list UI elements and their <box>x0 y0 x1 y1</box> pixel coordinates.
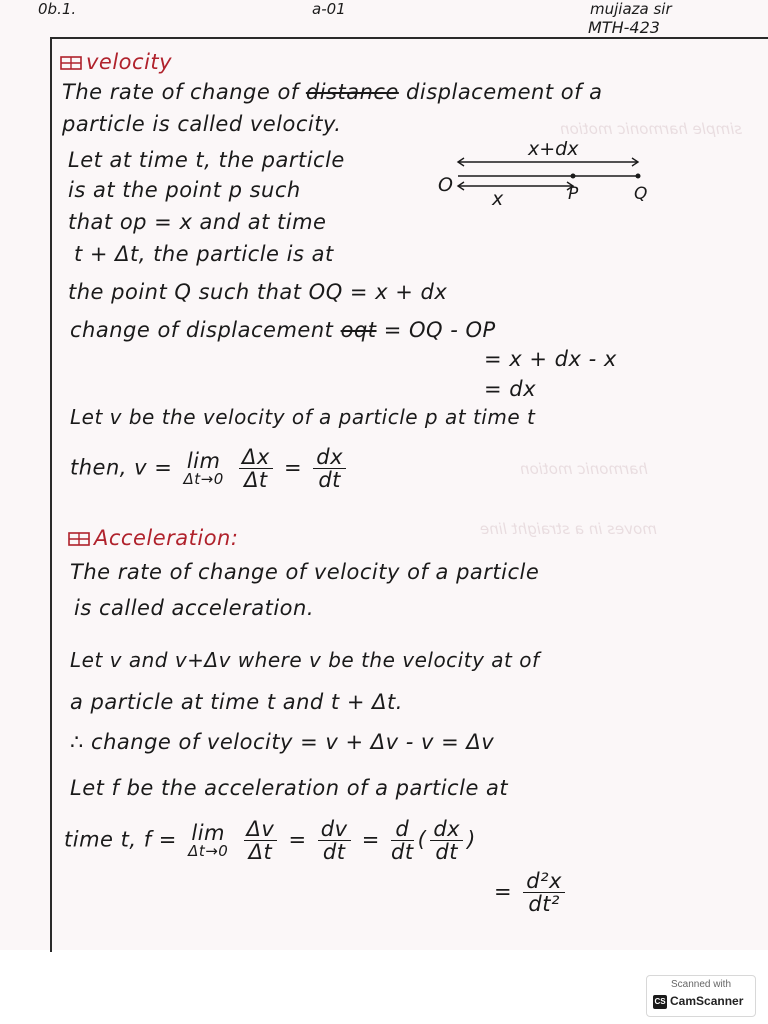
velocity-heading <box>60 50 172 74</box>
box-icon <box>60 56 82 70</box>
acceleration-formula-2: = $\frac{\text{d²x}}{\text{dt²}}$ <box>494 870 569 915</box>
acceleration-line-3: Let v and v+Δv where v be the velocity at of <box>70 648 540 672</box>
velocity-line-11: Let v be the velocity of a particle p at time t <box>70 405 536 429</box>
diagram-label-q: Q <box>634 184 648 204</box>
velocity-line-5: that op = x and at time <box>68 210 327 234</box>
scanner-brand: CS CamScanner <box>654 994 744 1008</box>
acceleration-heading-text: Acceleration: <box>94 526 239 550</box>
velocity-line-7: the point Q such that OQ = x + dx <box>68 280 448 304</box>
diagram-label-x-plus-dx: x+dx <box>528 138 579 160</box>
acceleration-formula: time t, f = lim Δt→0 $\frac{\Delta v}{\Delta t}$ = $\frac{dv}{dt}$ = $\frac{d}{dt}$ ( $\frac{dx}{dt}$ ) <box>64 817 476 865</box>
velocity-formula: then, v = lim Δt→0 $\frac{\Delta x}{\Delta t}$ = $\frac{dx}{dt}$ <box>70 446 350 491</box>
struck-word: oqt <box>340 318 377 342</box>
acceleration-line-2: is called acceleration. <box>74 596 314 620</box>
fraction-delta-v-delta-t: $\frac{\Delta v}{\Delta t}$ <box>244 818 278 863</box>
velocity-line-3: Let at time t, the particle <box>68 148 345 172</box>
header-instructor: mujiaza sir <box>590 0 672 18</box>
velocity-line-8: change of displacement oqt = OQ - OP <box>70 318 496 342</box>
fraction-dv-dt: $\frac{dv}{dt}$ <box>318 818 351 863</box>
velocity-line-1: The rate of change of distance displacement of a <box>62 80 603 104</box>
fraction-dx-dt-delta: $\frac{\Delta x}{\Delta t}$ <box>239 446 273 491</box>
velocity-line-10: = dx <box>484 377 537 401</box>
acceleration-line-6: Let f be the acceleration of a particle at <box>70 776 509 800</box>
diagram-label-p: P <box>568 184 579 204</box>
camscanner-logo-icon: CS <box>653 995 667 1009</box>
header-left: 0b.1. <box>38 0 77 18</box>
bleed-through-text: harmonic motion <box>520 460 648 478</box>
fraction-dx-dt: $\frac{dx}{dt}$ <box>313 446 346 491</box>
velocity-line-6: t + Δt, the particle is at <box>74 242 334 266</box>
camscanner-badge <box>646 975 756 1017</box>
struck-word: distance <box>305 80 399 104</box>
scanner-caption: Scanned with <box>670 979 732 990</box>
acceleration-line-5: ∴ change of velocity = v + Δv - v = Δv <box>70 730 495 754</box>
bleed-through-text: moves in a straight line <box>480 520 657 538</box>
header-course-code: MTH-423 <box>588 18 660 37</box>
fraction-d2x-dt2: $\frac{\text{d²x}}{\text{dt²}}$ <box>523 870 565 915</box>
velocity-line-2: particle is called velocity. <box>62 112 342 136</box>
velocity-line-4: is at the point p such <box>68 178 301 202</box>
velocity-heading-text: velocity <box>86 50 173 74</box>
header-mid: a-01 <box>312 0 346 18</box>
limit-operator: lim Δt→0 <box>183 448 224 488</box>
acceleration-line-4: a particle at time t and t + Δt. <box>70 690 403 714</box>
fraction-d-dt: $\frac{d}{dt}$ <box>391 817 414 865</box>
diagram-label-o: O <box>438 174 453 196</box>
limit-operator: lim Δt→0 <box>188 820 229 860</box>
diagram-label-x: x <box>492 188 504 210</box>
acceleration-line-1: The rate of change of velocity of a particle <box>70 560 540 584</box>
box-icon <box>68 532 90 546</box>
fraction-dx-dt: $\frac{dx}{dt}$ <box>430 818 463 863</box>
bleed-through-text: simple harmonic motion <box>560 120 743 138</box>
acceleration-heading <box>68 526 238 550</box>
page-header <box>0 0 768 40</box>
velocity-line-9: = x + dx - x <box>484 347 617 371</box>
